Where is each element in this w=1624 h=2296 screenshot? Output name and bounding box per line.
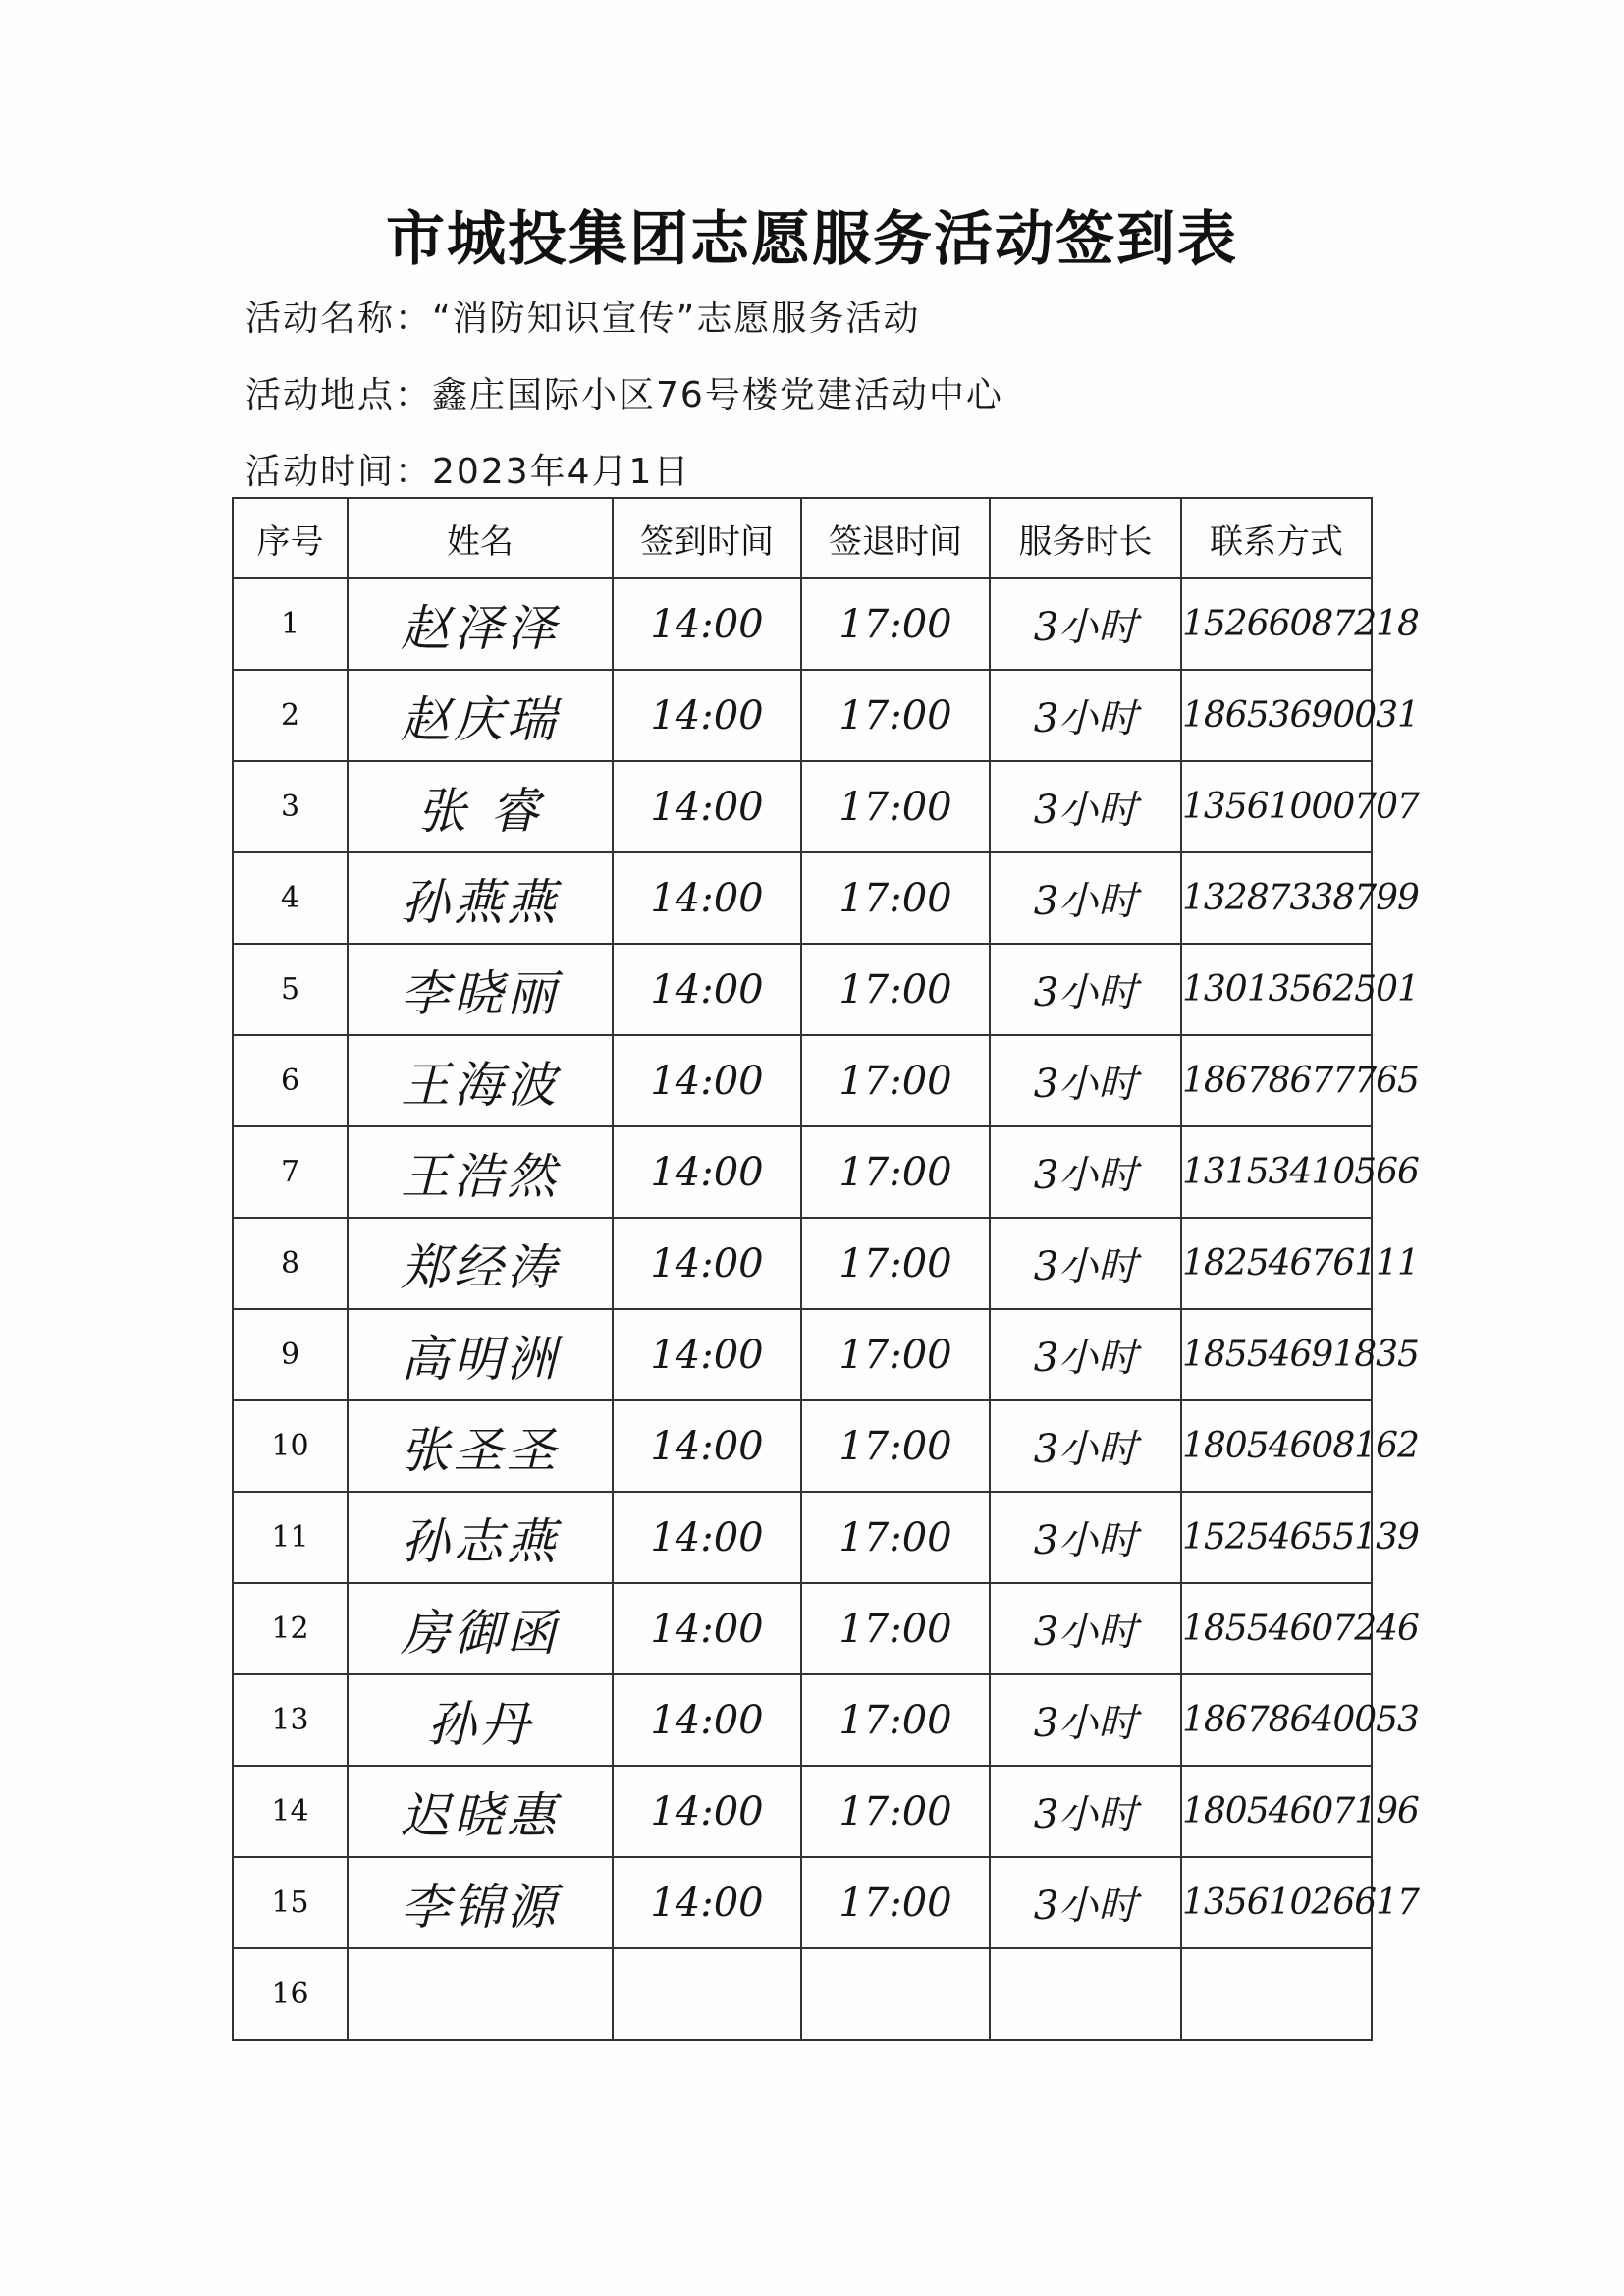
row-name: 孙丹 [348, 1674, 613, 1766]
row-number: 6 [233, 1035, 348, 1126]
row-name: 李锦源 [348, 1857, 613, 1948]
row-sign-out-time: 17:00 [801, 1674, 990, 1766]
row-sign-out-time: 17:00 [801, 670, 990, 761]
activity-time-line [245, 444, 690, 494]
row-service-duration: 3小时 [990, 1492, 1181, 1583]
row-sign-in-time: 14:00 [613, 670, 801, 761]
row-sign-in-time: 14:00 [613, 1674, 801, 1766]
row-contact: 13561026617 [1181, 1857, 1372, 1948]
row-name: 王浩然 [348, 1126, 613, 1218]
activity-time-label: 活动时间： [245, 452, 433, 492]
row-sign-in-time: 14:00 [613, 852, 801, 944]
activity-place-label: 活动地点： [245, 375, 433, 415]
row-sign-out-time: 17:00 [801, 1126, 990, 1218]
row-number: 16 [233, 1948, 348, 2040]
row-name: 郑经涛 [348, 1218, 613, 1309]
row-service-duration [990, 1948, 1181, 2040]
row-name: 赵庆瑞 [348, 670, 613, 761]
row-name: 孙燕燕 [348, 852, 613, 944]
row-contact: 18554691835 [1181, 1309, 1372, 1400]
row-service-duration: 3小时 [990, 761, 1181, 852]
row-service-duration: 3小时 [990, 852, 1181, 944]
row-sign-out-time: 17:00 [801, 1400, 990, 1492]
row-sign-in-time: 14:00 [613, 1126, 801, 1218]
table-row [233, 852, 1372, 944]
row-sign-in-time: 14:00 [613, 1218, 801, 1309]
row-sign-out-time: 17:00 [801, 852, 990, 944]
row-service-duration: 3小时 [990, 1583, 1181, 1674]
row-service-duration: 3小时 [990, 944, 1181, 1035]
row-service-duration: 3小时 [990, 578, 1181, 670]
row-service-duration: 3小时 [990, 670, 1181, 761]
row-number: 2 [233, 670, 348, 761]
row-service-duration: 3小时 [990, 1309, 1181, 1400]
row-number: 1 [233, 578, 348, 670]
table-row [233, 578, 1372, 670]
row-sign-in-time: 14:00 [613, 1309, 801, 1400]
sign-in-table [232, 497, 1419, 2041]
row-service-duration: 3小时 [990, 1857, 1181, 1948]
row-name: 李晓丽 [348, 944, 613, 1035]
row-sign-in-time: 14:00 [613, 944, 801, 1035]
table-row [233, 1492, 1372, 1583]
row-sign-out-time: 17:00 [801, 1492, 990, 1583]
row-name: 迟晓惠 [348, 1766, 613, 1857]
row-sign-in-time [613, 1948, 801, 2040]
row-sign-out-time: 17:00 [801, 1309, 990, 1400]
table-row [233, 1948, 1372, 2040]
row-sign-out-time: 17:00 [801, 1857, 990, 1948]
table-row [233, 1766, 1372, 1857]
table-row [233, 1857, 1372, 1948]
row-sign-in-time: 14:00 [613, 1583, 801, 1674]
row-contact: 15254655139 [1181, 1492, 1372, 1583]
activity-name-label: 活动名称： [245, 299, 433, 339]
row-sign-in-time: 14:00 [613, 578, 801, 670]
row-contact: 15266087218 [1181, 578, 1372, 670]
row-name: 王海波 [348, 1035, 613, 1126]
row-number: 4 [233, 852, 348, 944]
row-number: 10 [233, 1400, 348, 1492]
row-sign-in-time: 14:00 [613, 1400, 801, 1492]
row-service-duration: 3小时 [990, 1674, 1181, 1766]
row-sign-out-time: 17:00 [801, 1766, 990, 1857]
row-sign-in-time: 14:00 [613, 1766, 801, 1857]
row-contact: 18054608162 [1181, 1400, 1372, 1492]
sheet-title: 市城投集团志愿服务活动签到表 [386, 205, 1238, 274]
row-number: 12 [233, 1583, 348, 1674]
row-number: 5 [233, 944, 348, 1035]
table-row [233, 761, 1372, 852]
header-sign-in-time: 签到时间 [613, 498, 801, 578]
row-name: 房御函 [348, 1583, 613, 1674]
activity-place-line [245, 367, 1003, 417]
row-sign-in-time: 14:00 [613, 1035, 801, 1126]
row-contact: 18554607246 [1181, 1583, 1372, 1674]
table-row [233, 1126, 1372, 1218]
row-name [348, 1948, 613, 2040]
row-service-duration: 3小时 [990, 1218, 1181, 1309]
header-sign-out-time: 签退时间 [801, 498, 990, 578]
row-sign-out-time: 17:00 [801, 944, 990, 1035]
row-contact: 18678640053 [1181, 1674, 1372, 1766]
activity-name-value: “消防知识宣传”志愿服务活动 [432, 299, 921, 339]
row-number: 8 [233, 1218, 348, 1309]
header-contact: 联系方式 [1181, 498, 1372, 578]
row-number: 3 [233, 761, 348, 852]
row-number: 13 [233, 1674, 348, 1766]
row-name: 高明洲 [348, 1309, 613, 1400]
row-sign-in-time: 14:00 [613, 1857, 801, 1948]
row-name: 张 睿 [348, 761, 613, 852]
table-row [233, 944, 1372, 1035]
header-number: 序号 [233, 498, 348, 578]
row-sign-out-time: 17:00 [801, 761, 990, 852]
row-contact: 18054607196 [1181, 1766, 1372, 1857]
activity-name-line [245, 291, 920, 341]
row-sign-out-time: 17:00 [801, 1583, 990, 1674]
row-contact: 18254676111 [1181, 1218, 1372, 1309]
row-sign-out-time: 17:00 [801, 578, 990, 670]
row-contact: 18678677765 [1181, 1035, 1372, 1126]
table-body [233, 578, 1419, 2040]
row-name: 张圣圣 [348, 1400, 613, 1492]
row-contact: 13153410566 [1181, 1126, 1372, 1218]
row-number: 11 [233, 1492, 348, 1583]
table-row [233, 1674, 1372, 1766]
row-service-duration: 3小时 [990, 1400, 1181, 1492]
activity-place-value: 鑫庄国际小区76号楼党建活动中心 [432, 375, 1003, 415]
row-number: 9 [233, 1309, 348, 1400]
row-number: 15 [233, 1857, 348, 1948]
row-contact [1181, 1948, 1372, 2040]
row-contact: 13561000707 [1181, 761, 1372, 852]
row-number: 14 [233, 1766, 348, 1857]
table-row [233, 1400, 1372, 1492]
row-sign-in-time: 14:00 [613, 1492, 801, 1583]
row-contact: 13013562501 [1181, 944, 1372, 1035]
row-sign-out-time: 17:00 [801, 1218, 990, 1309]
row-name: 孙志燕 [348, 1492, 613, 1583]
row-sign-out-time [801, 1948, 990, 2040]
table-row [233, 1218, 1372, 1309]
row-contact: 13287338799 [1181, 852, 1372, 944]
table-row [233, 670, 1372, 761]
row-number: 7 [233, 1126, 348, 1218]
table-row [233, 1309, 1372, 1400]
header-name: 姓名 [348, 498, 613, 578]
row-service-duration: 3小时 [990, 1126, 1181, 1218]
row-name: 赵泽泽 [348, 578, 613, 670]
row-sign-in-time: 14:00 [613, 761, 801, 852]
activity-time-value: 2023年4月1日 [432, 452, 691, 492]
table-row [233, 1035, 1372, 1126]
row-service-duration: 3小时 [990, 1766, 1181, 1857]
row-contact: 18653690031 [1181, 670, 1372, 761]
table-header-row [233, 498, 1372, 578]
header-service-duration: 服务时长 [990, 498, 1181, 578]
row-service-duration: 3小时 [990, 1035, 1181, 1126]
row-sign-out-time: 17:00 [801, 1035, 990, 1126]
table-row [233, 1583, 1372, 1674]
